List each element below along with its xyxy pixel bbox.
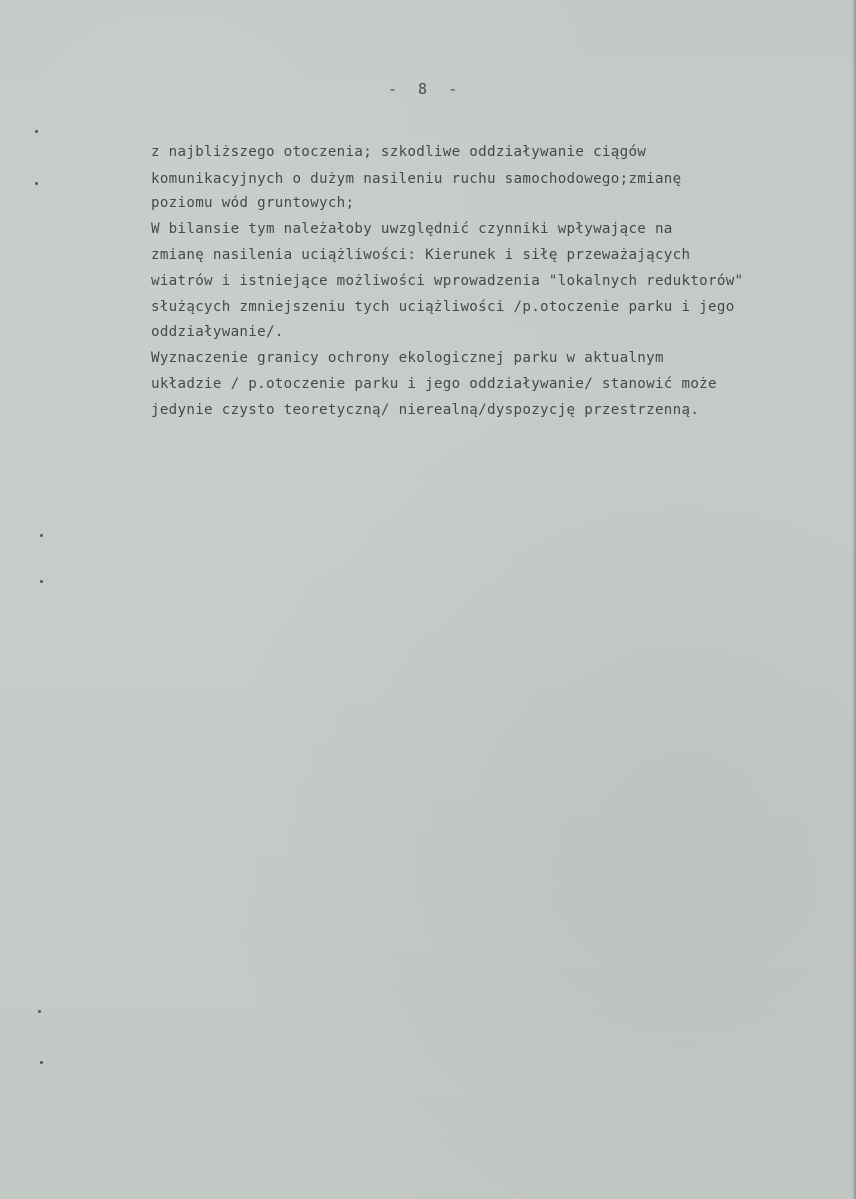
margin-speck <box>35 182 38 185</box>
body-text-line-1: z najbliższego otoczenia; szkodliwe oddziaływanie ciągów <box>151 144 647 160</box>
margin-speck <box>35 130 38 133</box>
margin-speck <box>40 1061 43 1064</box>
margin-speck <box>40 534 43 537</box>
body-text-line-8: oddziaływanie/. <box>151 324 284 340</box>
body-text-line-11: jedynie czysto teoretyczną/ nierealną/dyspozycję przestrzenną. <box>151 402 700 418</box>
margin-speck <box>38 1010 41 1013</box>
body-text-line-9: Wyznaczenie granicy ochrony ekologicznej parku w aktualnym <box>151 350 664 366</box>
body-text-line-7: służących zmniejszeniu tych uciążliwości /p.otoczenie parku i jego <box>151 299 735 315</box>
body-text-line-3: poziomu wód gruntowych; <box>151 195 355 211</box>
margin-speck <box>40 580 43 583</box>
body-text-line-6: wiatrów i istniejące możliwości wprowadzenia "lokalnych reduktorów" <box>151 273 744 289</box>
body-text-line-10: układzie / p.otoczenie parku i jego oddziaływanie/ stanowić może <box>151 376 717 392</box>
page-number: - 8 - <box>388 80 464 98</box>
body-text-line-2: komunikacyjnych o dużym nasileniu ruchu samochodowego;zmianę <box>151 171 682 187</box>
paper-edge-shadow <box>852 0 856 1199</box>
body-text-line-4: W bilansie tym należałoby uwzględnić czynniki wpływające na <box>151 221 673 237</box>
body-text-line-5: zmianę nasilenia uciążliwości: Kierunek i siłę przeważających <box>151 247 691 263</box>
